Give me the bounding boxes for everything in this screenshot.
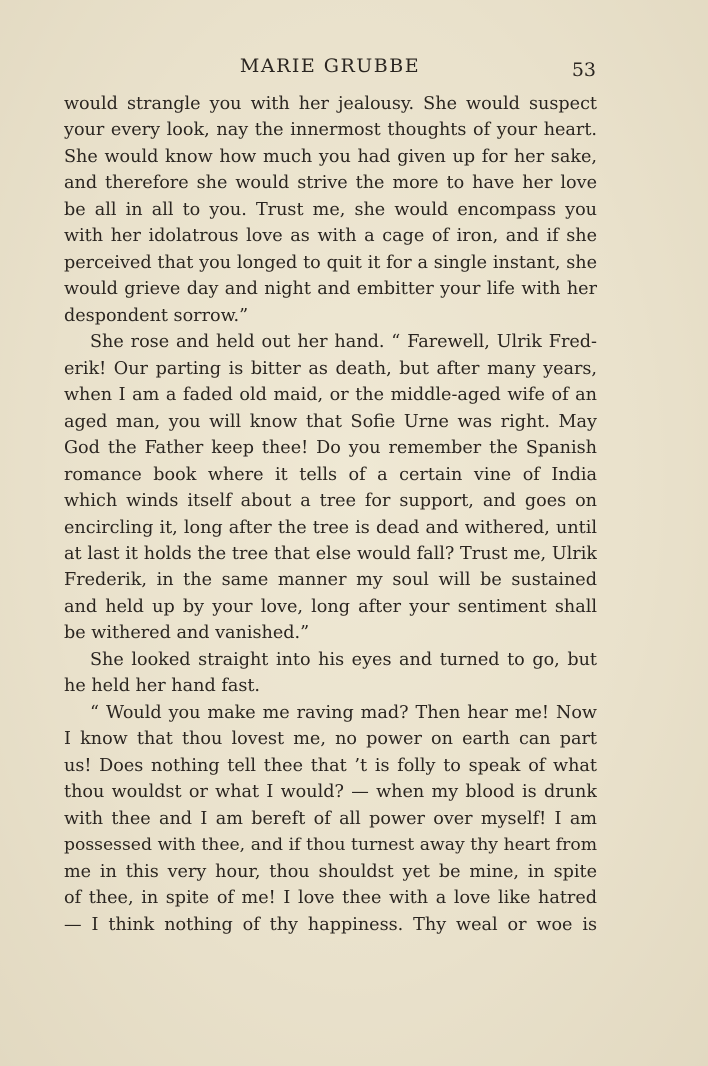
text-line: thou wouldst or what I would? — when my blood is drunk bbox=[64, 782, 597, 803]
text-line: at last it holds the tree that else would fall? Trust me, Ulrik bbox=[64, 543, 597, 564]
text-line: aged man, you will know that Sofie Urne was right. May bbox=[64, 411, 597, 432]
text-line: with thee and I am bereft of all power over myself! I am bbox=[64, 808, 597, 829]
text-line: and therefore she would strive the more to have her love bbox=[64, 173, 597, 194]
text-line: us! Does nothing tell thee that ’t is folly to speak of what bbox=[64, 755, 597, 776]
text-line: be all in all to you. Trust me, she would encompass you bbox=[64, 199, 597, 220]
text-line: despondent sorrow.” bbox=[64, 305, 249, 326]
body-text bbox=[64, 91, 597, 938]
text-line: be withered and vanished.” bbox=[64, 623, 310, 644]
text-line: erik! Our parting is bitter as death, but after many years, bbox=[64, 358, 597, 379]
text-line: possessed with thee, and if thou turnest away thy heart from bbox=[64, 835, 597, 856]
text-line: would grieve day and night and embitter your life with her bbox=[64, 279, 597, 300]
text-line: I know that thou lovest me, no power on earth can part bbox=[64, 729, 597, 750]
page-header bbox=[0, 52, 708, 82]
text-line: She would know how much you had given up for her sake, bbox=[64, 146, 597, 167]
text-line: would strangle you with her jealousy. She would suspect bbox=[64, 94, 597, 114]
page-number: 53 bbox=[571, 59, 596, 81]
text-line: with her idolatrous love as with a cage of iron, and if she bbox=[64, 226, 597, 247]
running-title: MARIE GRUBBE bbox=[239, 55, 421, 77]
text-line: She rose and held out her hand. “ Farewell, Ulrik Fred- bbox=[90, 332, 597, 353]
text-line: encircling it, long after the tree is dead and withered, until bbox=[64, 517, 597, 538]
text-line: Frederik, in the same manner my soul will be sustained bbox=[64, 570, 597, 591]
text-line: and held up by your love, long after your sentiment shall bbox=[64, 596, 597, 617]
text-line: when I am a faded old maid, or the middle-aged wife of an bbox=[64, 385, 597, 406]
text-line: me in this very hour, thou shouldst yet be mine, in spite bbox=[64, 861, 597, 882]
text-line: God the Father keep thee! Do you remember the Spanish bbox=[64, 438, 597, 459]
text-line: of thee, in spite of me! I love thee with a love like hatred bbox=[64, 888, 597, 909]
text-line: romance book where it tells of a certain vine of India bbox=[64, 464, 597, 485]
text-line: which winds itself about a tree for support, and goes on bbox=[64, 491, 597, 512]
text-line: — I think nothing of thy happiness. Thy weal or woe is bbox=[64, 914, 597, 935]
text-line: “ Would you make me raving mad? Then hear me! Now bbox=[90, 702, 597, 723]
text-line: your every look, nay the innermost thoughts of your heart. bbox=[64, 120, 597, 141]
text-line: perceived that you longed to quit it for a single instant, she bbox=[64, 252, 597, 273]
text-line: he held her hand fast. bbox=[64, 676, 261, 697]
text-line: She looked straight into his eyes and turned to go, but bbox=[90, 649, 597, 670]
